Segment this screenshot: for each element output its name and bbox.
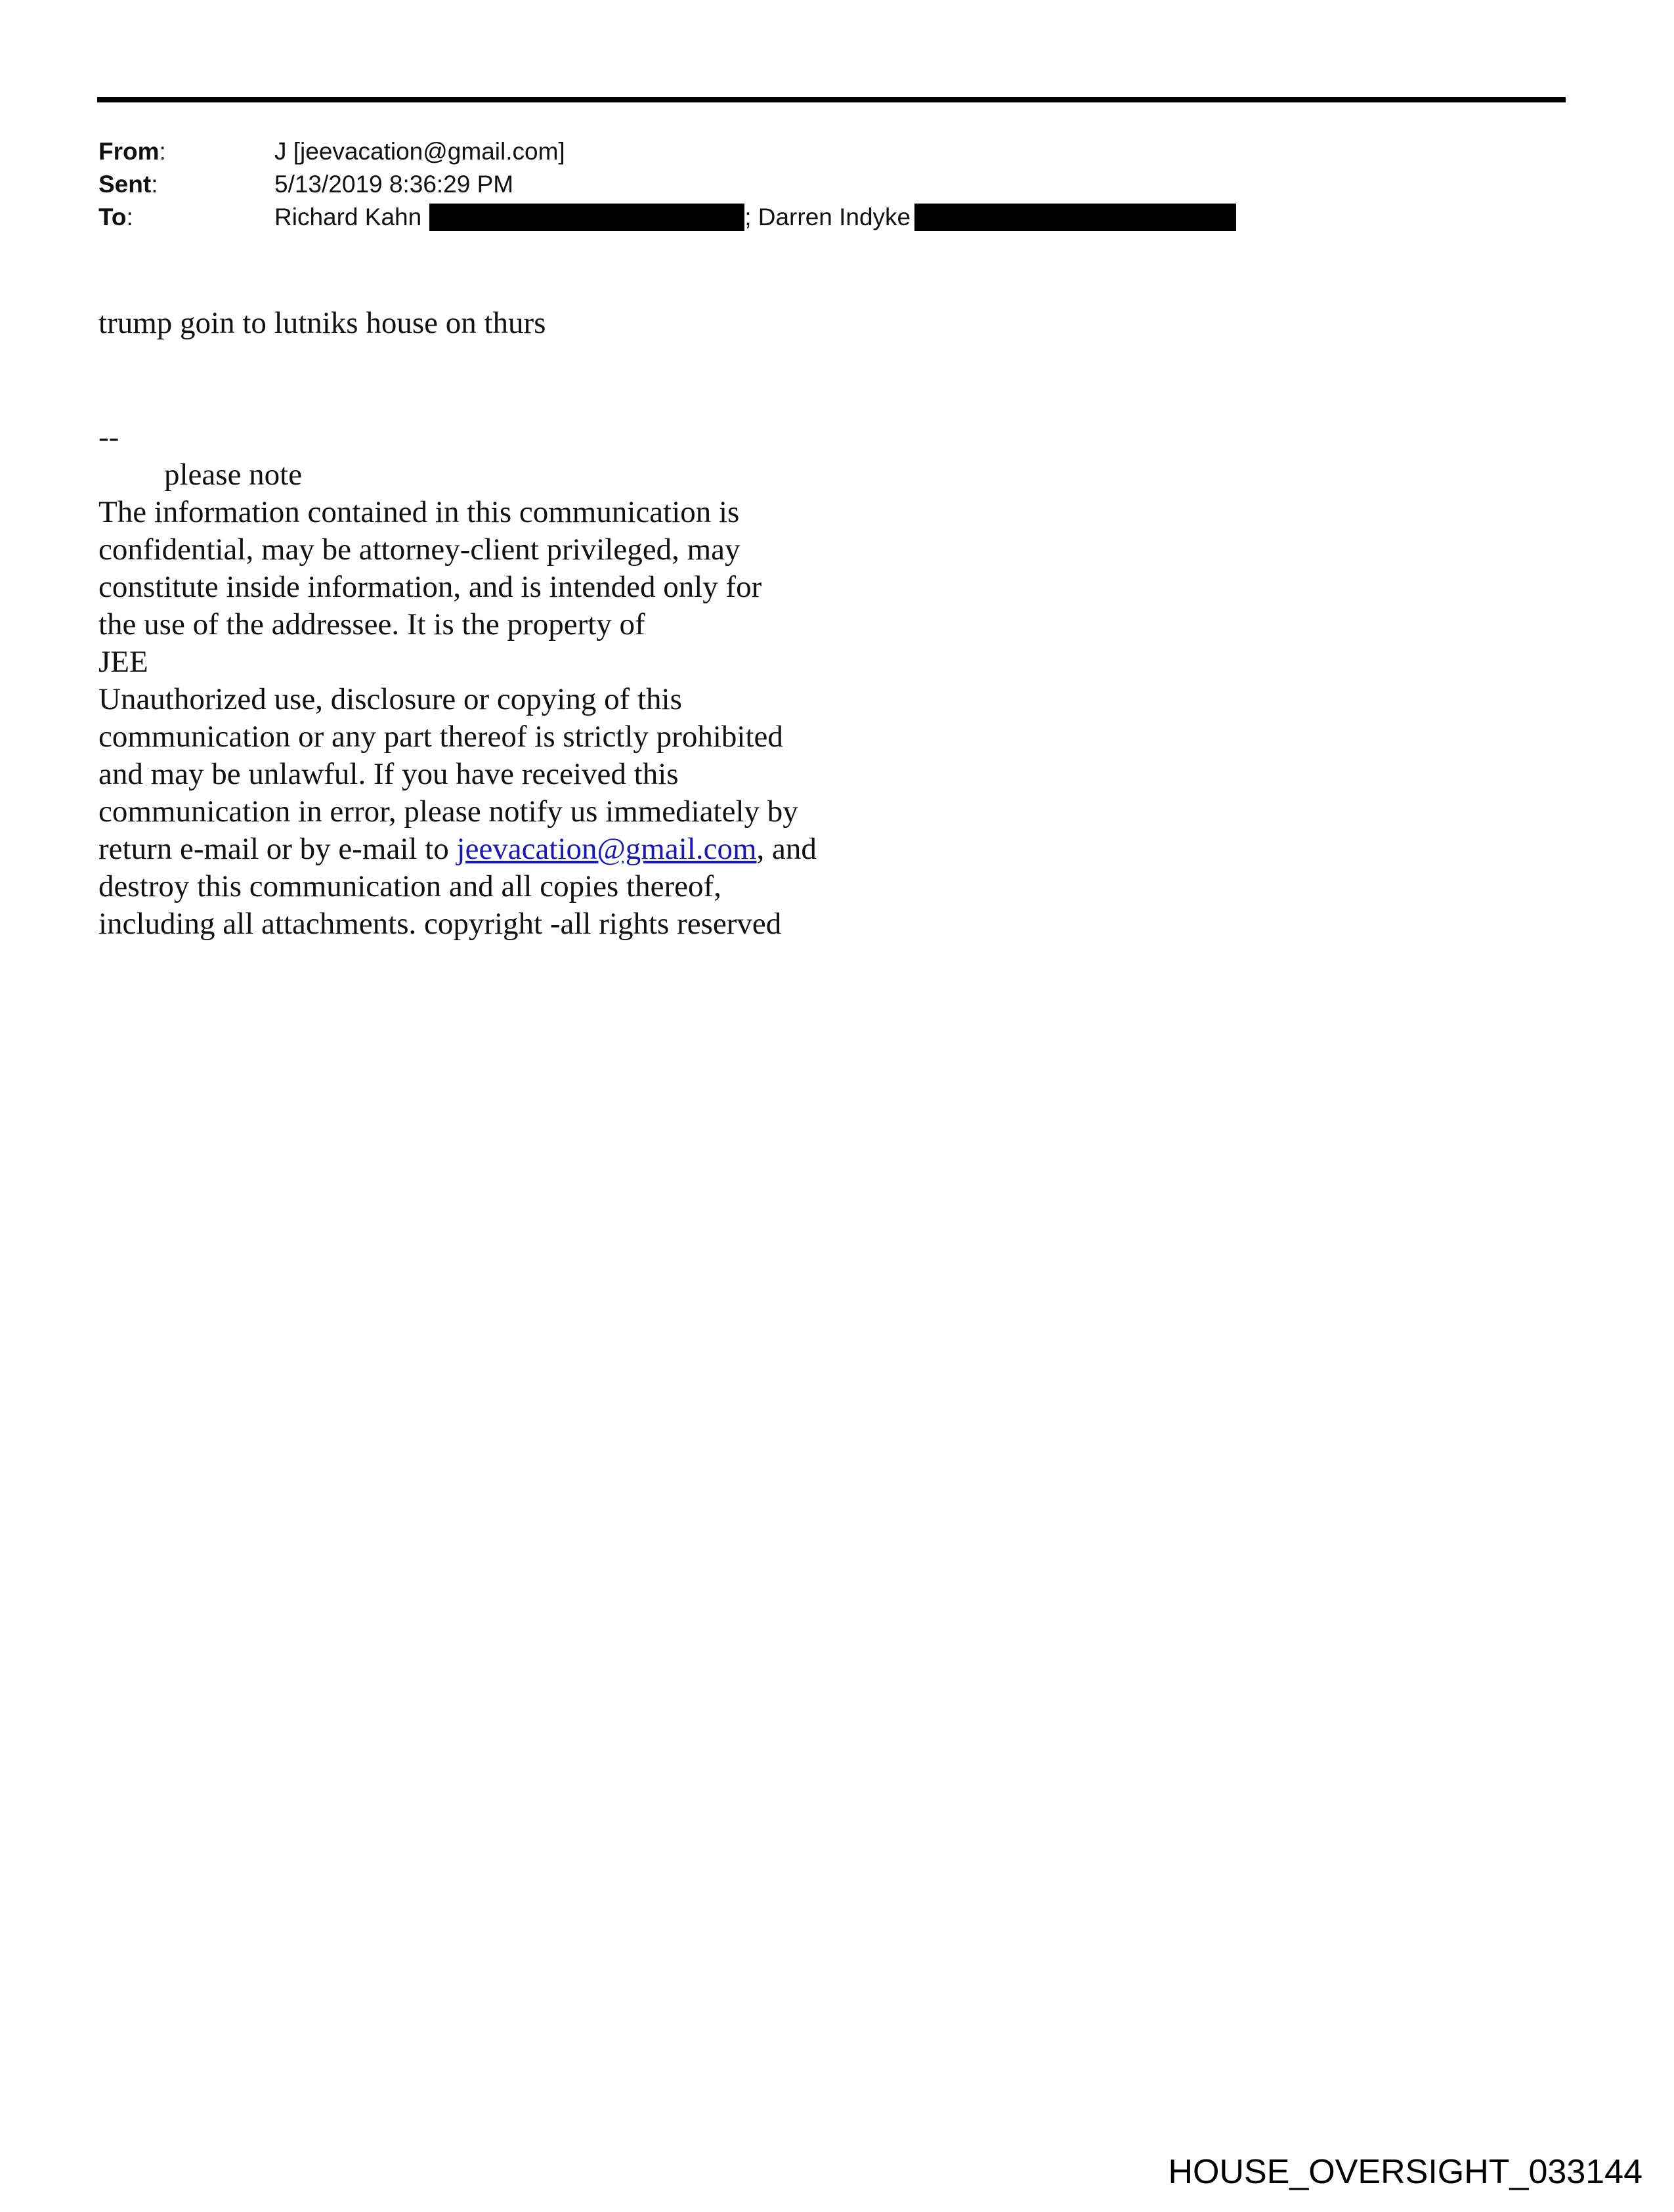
- redaction-box-2: [914, 204, 1236, 231]
- disclaimer-line: communication in error, please notify us immediately by: [98, 794, 798, 829]
- email-header: [98, 135, 1236, 234]
- sent-label: Sent: [98, 171, 152, 198]
- disclaimer-line: constitute inside information, and is intended only for: [98, 570, 762, 604]
- disclaimer-line: communication or any part thereof is strictly prohibited: [98, 720, 783, 754]
- to-colon: :: [126, 204, 133, 230]
- to-recipient-2: ; Darren Indyke: [744, 204, 911, 230]
- return-line-suffix: , and: [756, 832, 817, 866]
- message-body: trump goin to lutniks house on thurs: [98, 306, 546, 340]
- redaction-box-1: [429, 204, 744, 231]
- signature-block: [98, 419, 817, 943]
- sent-row: [98, 168, 1236, 201]
- sent-label-cell: [98, 168, 274, 201]
- disclaimer-line: confidential, may be attorney-client privileged, may: [98, 532, 740, 567]
- bates-number: HOUSE_OVERSIGHT_033144: [1168, 2153, 1642, 2191]
- from-colon: :: [159, 138, 166, 165]
- disclaimer-line: The information contained in this communication is: [98, 495, 740, 529]
- disclaimer-return-line: [98, 831, 817, 868]
- to-label: To: [98, 204, 127, 230]
- to-recipient-1: Richard Kahn: [274, 204, 422, 230]
- disclaimer-line: the use of the addressee. It is the property of: [98, 607, 645, 641]
- return-line-prefix: return e-mail or by e-mail to: [98, 832, 457, 866]
- disclaimer-line: including all attachments. copyright -all rights reserved: [98, 907, 782, 941]
- signature-dashes: --: [98, 420, 119, 454]
- sent-value: 5/13/2019 8:36:29 PM: [274, 171, 514, 198]
- from-row: [98, 135, 1236, 168]
- email-link[interactable]: jeevacation@gmail.com: [456, 832, 757, 866]
- to-label-cell: [98, 201, 274, 234]
- to-value: [274, 201, 1236, 234]
- disclaimer-line: destroy this communication and all copies thereof,: [98, 869, 721, 903]
- to-row: [98, 201, 1236, 234]
- signature-note: please note: [164, 458, 303, 492]
- disclaimer-line: and may be unlawful. If you have received this: [98, 757, 679, 791]
- header-divider: [97, 97, 1566, 102]
- from-label: From: [98, 138, 160, 165]
- from-label-cell: [98, 135, 274, 168]
- disclaimer-line: Unauthorized use, disclosure or copying of this: [98, 682, 682, 716]
- sent-colon: :: [151, 171, 158, 198]
- from-value: J [jeevacation@gmail.com]: [274, 138, 565, 165]
- disclaimer-line: JEE: [98, 645, 148, 679]
